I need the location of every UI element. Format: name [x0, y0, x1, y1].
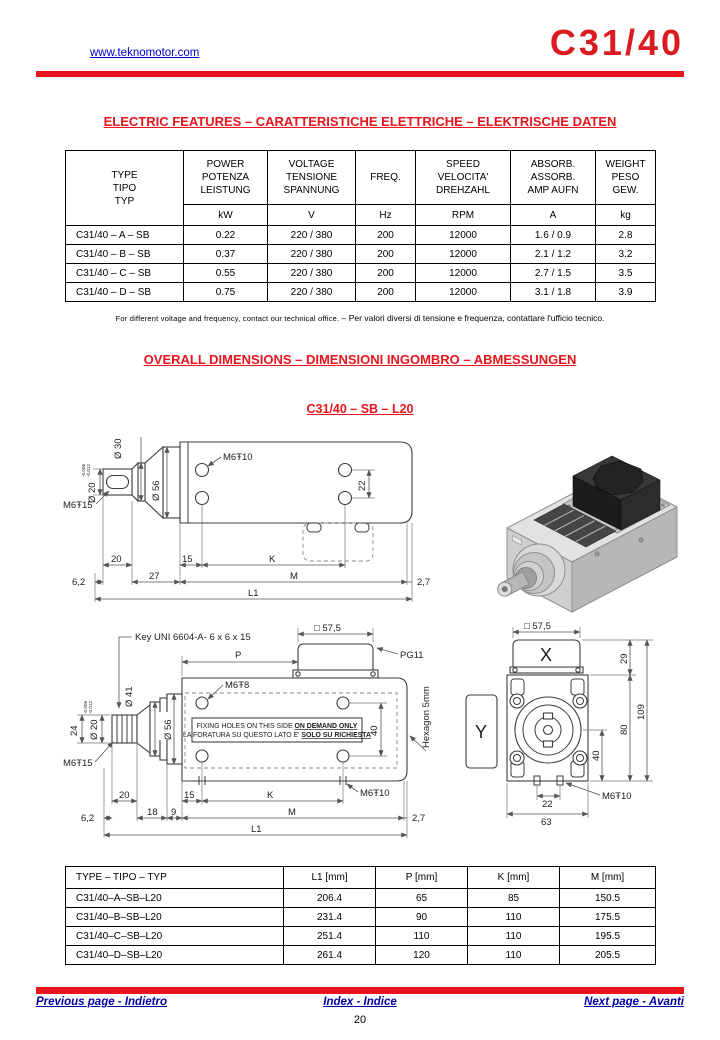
- thread-label: M6Ŧ10: [223, 452, 253, 463]
- dim-label: 40: [591, 750, 602, 761]
- dim-label: 24: [69, 725, 80, 736]
- dim-label: 109: [636, 704, 647, 720]
- front-view-drawing: [465, 618, 690, 860]
- page-number: 20: [353, 1014, 367, 1026]
- dim-label: 80: [619, 724, 630, 735]
- dim-label: Ø 20: [89, 719, 100, 740]
- col-header-type: TYPE TIPO TYP: [66, 151, 184, 226]
- dim-label: 40: [369, 725, 380, 736]
- variant-heading: C31/40 – SB – L20: [306, 402, 414, 416]
- header-rule: [36, 71, 684, 77]
- table-row: C31/40–C–SB–L20 251.4 110 110 195.5: [66, 927, 656, 946]
- thread-label: M6Ŧ10: [602, 791, 632, 802]
- website-link[interactable]: www.teknomotor.com: [90, 47, 200, 59]
- dim-label: 27: [149, 571, 160, 582]
- overall-dimensions-table: [65, 866, 656, 965]
- previous-page-link[interactable]: Previous page - Indietro: [36, 996, 167, 1008]
- thread-label: M6Ŧ15: [63, 758, 93, 769]
- col-header-m: M [mm]: [560, 867, 656, 889]
- electric-features-heading: ELECTRIC FEATURES – CARATTERISTICHE ELETTRICHE – ELEKTRISCHE DATEN: [103, 114, 617, 129]
- dim-label: K: [269, 554, 276, 565]
- col-header-p: P [mm]: [376, 867, 468, 889]
- dim-label: 9: [171, 807, 177, 818]
- col-header-l1: L1 [mm]: [284, 867, 376, 889]
- table-row: C31/40–D–SB–L20 261.4 120 110 205.5: [66, 946, 656, 965]
- tolerance: -0.012: [88, 700, 93, 714]
- table-header-row: [66, 151, 656, 205]
- col-header-k: K [mm]: [468, 867, 560, 889]
- voltage-note: For different voltage and frequency, contact our technical office. – Per valori diversi di tensione e frequenza, contattare l'ufficio tecnico.: [115, 313, 605, 323]
- dim-label: K: [267, 790, 274, 801]
- table-row: C31/40 – B – SB 0.37 220 / 380 200 12000 2.1 / 1.2 3.2: [66, 245, 656, 264]
- dim-label: 6,2: [81, 813, 95, 824]
- dim-label: 2,7: [412, 813, 426, 824]
- page-title: C31/40: [549, 22, 684, 63]
- col-header-absorb: ABSORB. ASSORB. AMP AUFN: [511, 151, 596, 205]
- footer-rule: [36, 987, 684, 994]
- col-header-power: POWER POTENZA LEISTUNG: [184, 151, 268, 205]
- tolerance: -0.012: [86, 463, 91, 477]
- dim-label: 18: [147, 807, 158, 818]
- svg-text:FIXING HOLES ON THIS SIDE ON D: FIXING HOLES ON THIS SIDE ON DEMAND ONLY: [196, 723, 358, 730]
- table-row: C31/40 – A – SB 0.22 220 / 380 200 12000 1.6 / 0.9 2.8: [66, 226, 656, 245]
- dim-label: M: [288, 807, 296, 818]
- col-header-voltage: VOLTAGE TENSIONE SPANNUNG: [268, 151, 356, 205]
- dim-label: □ 57,5: [524, 621, 551, 632]
- tolerance: -0.006: [83, 700, 88, 714]
- dim-label: P: [235, 650, 242, 661]
- thread-label: M6Ŧ10: [360, 788, 390, 799]
- motor-outline: [112, 644, 407, 785]
- side-view-connector-drawing: [55, 618, 475, 860]
- col-header-freq: FREQ.: [356, 151, 416, 205]
- dim-label: L1: [251, 824, 262, 835]
- dim-label: Ø 56: [151, 480, 162, 501]
- hexagon-label: Hexagon 5mm: [421, 686, 432, 748]
- table-row: C31/40–B–SB–L20 231.4 90 110 175.5: [66, 908, 656, 927]
- gland-label: PG11: [400, 650, 424, 661]
- next-page-link[interactable]: Next page - Avanti: [584, 996, 684, 1008]
- dim-label: 22: [542, 799, 553, 810]
- table-row: C31/40 – C – SB 0.55 220 / 380 200 12000 2.7 / 1.5 3.5: [66, 264, 656, 283]
- thread-label: M6Ŧ15: [63, 500, 93, 511]
- col-header-weight: WEIGHT PESO GEW.: [596, 151, 656, 205]
- dim-label: 2,7: [417, 577, 431, 588]
- view-label-y: Y: [474, 722, 488, 742]
- svg-text:LA FORATURA SU QUESTO LATO E': LA FORATURA SU QUESTO LATO E' SOLO SU RICHIESTA: [183, 732, 371, 739]
- electric-features-table: [65, 150, 656, 302]
- motor-body-3d: [498, 456, 677, 612]
- dim-label: 20: [119, 790, 130, 801]
- side-view-drawing: [55, 425, 455, 620]
- key-label: Key UNI 6604-A- 6 x 6 x 15: [135, 632, 251, 643]
- dim-label: 20: [111, 554, 122, 565]
- dim-label: 29: [619, 653, 630, 664]
- dim-label: 15: [182, 554, 193, 565]
- dim-label: 15: [184, 790, 195, 801]
- thread-label: M6Ŧ8: [225, 680, 250, 691]
- spindle-photo: [445, 428, 685, 618]
- dim-label: 63: [541, 817, 552, 828]
- table-header-row: [66, 867, 656, 889]
- units-row: kW V Hz RPM A kg: [66, 205, 656, 226]
- dim-label: Ø 41: [124, 686, 135, 707]
- dim-label: 6,2: [72, 577, 86, 588]
- overall-dimensions-heading: OVERALL DIMENSIONS – DIMENSIONI INGOMBRO – ABMESSUNGEN: [143, 352, 577, 367]
- dim-label: 22: [357, 480, 368, 491]
- dim-label: Ø 56: [163, 719, 174, 740]
- dim-label: L1: [248, 588, 259, 599]
- tolerance: -0.006: [81, 463, 86, 477]
- dim-label: Ø 20: [87, 482, 98, 503]
- table-row: C31/40–A–SB–L20 206.4 65 85 150.5: [66, 889, 656, 908]
- dim-label: □ 57,5: [314, 623, 341, 634]
- index-link[interactable]: Index - Indice: [323, 996, 397, 1008]
- col-header-type: TYPE – TIPO – TYP: [66, 867, 284, 889]
- dim-label: Ø 30: [113, 438, 124, 459]
- motor-outline: [466, 640, 588, 785]
- fixing-holes-notice: [183, 718, 371, 742]
- dim-label: M: [290, 571, 298, 582]
- table-row: C31/40 – D – SB 0.75 220 / 380 200 12000 3.1 / 1.8 3.9: [66, 283, 656, 302]
- view-label-x: X: [539, 645, 553, 665]
- col-header-speed: SPEED VELOCITA' DREHZAHL: [416, 151, 511, 205]
